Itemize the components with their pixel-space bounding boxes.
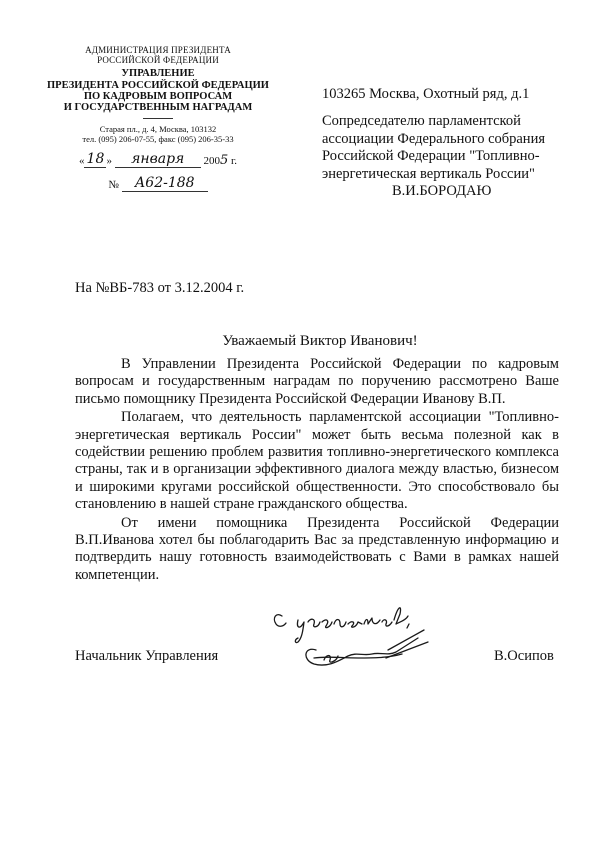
addressee-line-3: Российской Федерации "Топливно- — [322, 148, 540, 165]
date-year-abbr: г. — [231, 155, 238, 168]
number-prefix: № — [108, 179, 119, 192]
paragraph-3: От имени помощника Президента Российской Федерации В.П.Иванова хотел бы поблагодарить Вас за представленную информацию и подтвердить нашу готовность взаимодействовать с Вами в рамках нашей компетенции. — [75, 514, 559, 583]
signatory-name: В.Осипов — [494, 648, 554, 664]
letterhead — [38, 46, 278, 192]
addressee-line-2: ассоциации Федерального собрания — [322, 130, 546, 147]
letterhead-address: Старая пл., д. 4, Москва, 103132 — [99, 123, 217, 134]
date-month: января — [115, 152, 201, 168]
letter-body — [75, 356, 559, 585]
letterhead-phone: тел. (095) 206-07-55, факс (095) 206-35-33 — [82, 133, 234, 144]
date-open-quote: « — [78, 155, 85, 168]
salutation: Уважаемый Виктор Иванович! — [222, 333, 418, 349]
letterhead-org-line-1: АДМИНИСТРАЦИЯ ПРЕЗИДЕНТА — [85, 45, 231, 55]
number-value: А62-188 — [122, 176, 208, 192]
paragraph-1: В Управлении Президента Российской Федерации по кадровым вопросам и государственным наградам по поручению рассмотрено Ваше письмо помощнику Президента Российской Федерации Иванову В.П. — [75, 356, 559, 407]
letterhead-divider — [143, 118, 173, 119]
letterhead-dept-line-4: И ГОСУДАРСТВЕННЫМ НАГРАДАМ — [63, 102, 253, 114]
date-close-quote: » — [106, 155, 112, 168]
date-year-suffix: 5 — [219, 153, 229, 169]
letterhead-number — [38, 176, 278, 192]
date-day: 18 — [84, 152, 106, 168]
addressee-line-1: Сопредседателю парламентской — [322, 113, 521, 130]
addressee-name: В.И.БОРОДАЮ — [392, 182, 492, 199]
signatory-position: Начальник Управления — [75, 648, 219, 664]
letterhead-dept-line-2: ПРЕЗИДЕНТА РОССИЙСКОЙ ФЕДЕРАЦИИ — [47, 79, 269, 91]
addressee-block — [322, 86, 572, 200]
paragraph-2: Полагаем, что деятельность парламентской ассоциации "Топливно-энергетическая вертикаль России" может быть весьма полезной как в содействии решению проблем развития топливно-энергетического комплекса страны, так и в организации эффективного диалога между властью, бизнесом и широкими кругами российской общественности. Это способствовало бы становлению в нашей стране гражданского общества. — [75, 409, 559, 513]
letterhead-dept-line-3: ПО КАДРОВЫМ ВОПРОСАМ — [83, 91, 233, 103]
letterhead-date — [38, 152, 278, 172]
addressee-line-4: энергетическая вертикаль России" — [322, 165, 535, 182]
addressee-address: 103265 Москва, Охотный ряд, д.1 — [322, 86, 530, 102]
reference-line: На №ВБ-783 от 3.12.2004 г. — [75, 280, 245, 296]
letterhead-dept-line-1: УПРАВЛЕНИЕ — [121, 68, 195, 80]
letterhead-org-line-2: РОССИЙСКОЙ ФЕДЕРАЦИИ — [97, 54, 219, 65]
date-year-prefix: 200 — [203, 155, 220, 168]
handwritten-signature — [268, 598, 448, 678]
